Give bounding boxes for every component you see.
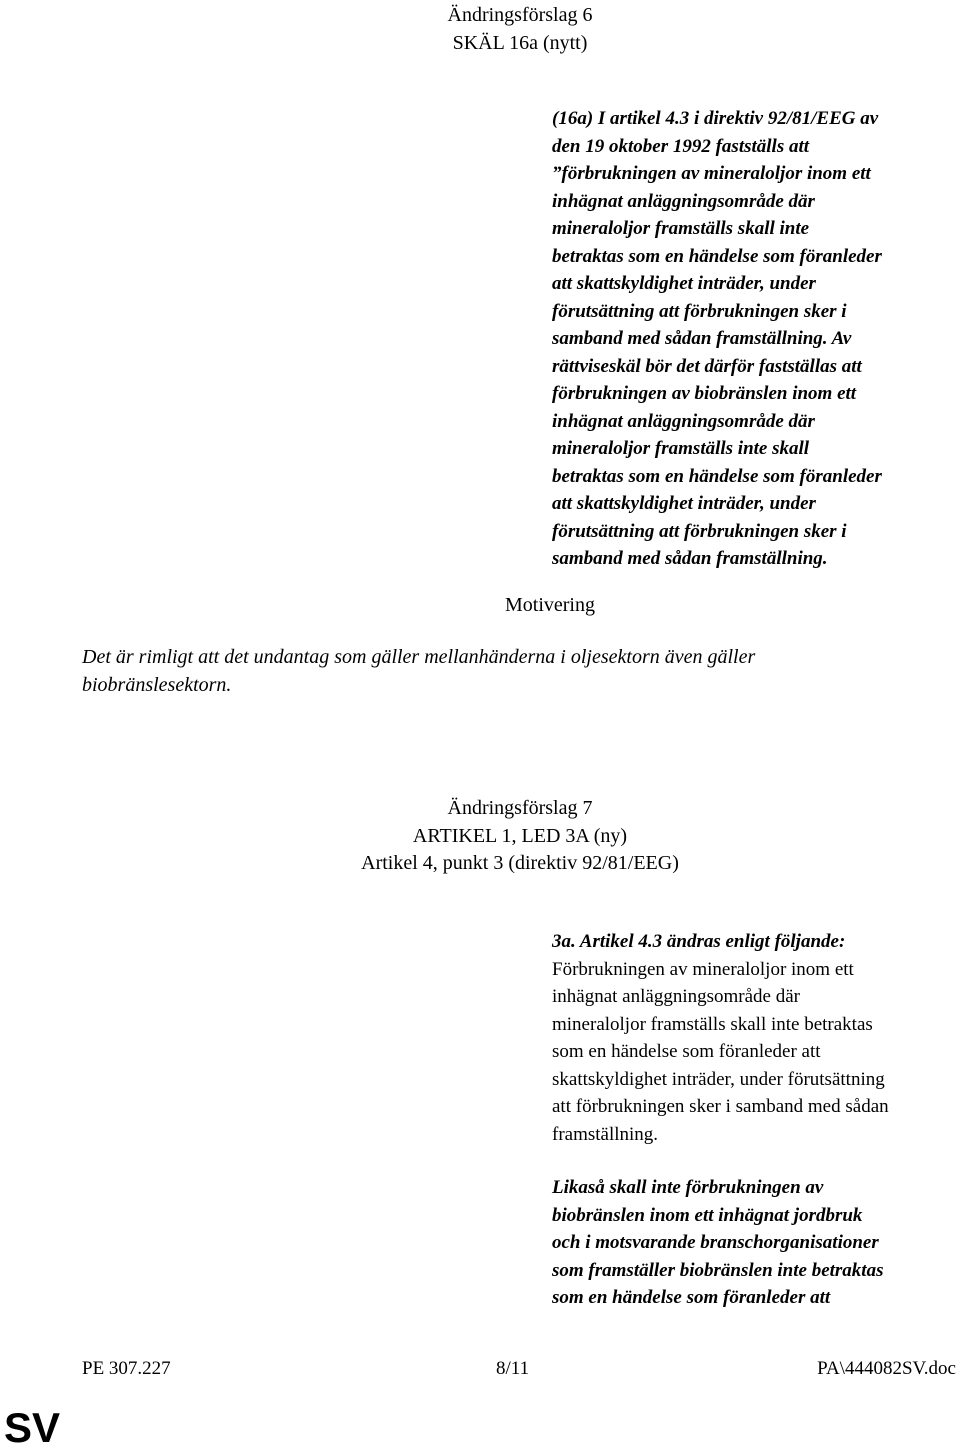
text-line: som framställer biobränslen inte betraktas (552, 1259, 884, 1281)
text-line: samband med sådan framställning. (552, 548, 828, 569)
text-line: den 19 oktober 1992 fastställs att (552, 135, 810, 157)
text-line: (16a) I artikel 4.3 i direktiv 92/81/EEG av (552, 108, 879, 129)
footer-doc-ref: PE 307.227 (82, 1358, 171, 1379)
text-line: ”förbrukningen av mineraloljor inom ett (552, 163, 871, 184)
text-line: att skattskyldighet inträder, under (552, 493, 816, 514)
text-line: att förbrukningen sker i samband med sådan (552, 1096, 889, 1117)
text-line: Förbrukningen av mineraloljor inom ett (552, 958, 854, 980)
text-line: inhägnat anläggningsområde där (552, 986, 800, 1007)
amendment-7-reference: Artikel 4, punkt 3 (direktiv 92/81/EEG) (361, 852, 679, 874)
text-line: mineraloljor framställs inte skall (552, 438, 810, 459)
text-line: biobränslesektorn. (82, 673, 232, 696)
amendment-7-heading-block (300, 795, 740, 878)
motivering-heading: Motivering (505, 594, 595, 616)
text-line: framställning. (552, 1123, 659, 1145)
amendment-6-subheading: SKÄL 16a (nytt) (452, 31, 588, 54)
text-line: mineraloljor framställs skall inte (552, 218, 810, 239)
amendment-7-heading: Ändringsförslag 7 (447, 797, 593, 819)
text-line: och i motsvarande branschorganisationer (552, 1232, 879, 1253)
text-line: som en händelse som föranleder att (552, 1041, 821, 1062)
text-line: betraktas som en händelse som föranleder (552, 465, 882, 487)
amendment-7-intro: 3a. Artikel 4.3 ändras enligt följande: (552, 931, 846, 952)
amendment-6-heading-block (330, 2, 710, 57)
text-line: samband med sådan framställning. Av (552, 328, 852, 349)
text-line: Det är rimligt att det undantag som gäller mellanhänderna i oljesektorn även gäller (82, 646, 756, 668)
text-line: förutsättning att förbrukningen sker i (552, 520, 847, 542)
text-line: Likaså skall inte förbrukningen av (552, 1177, 824, 1198)
text-line: inhägnat anläggningsområde där (552, 190, 815, 212)
footer-file-name: PA\444082SV.doc (817, 1358, 956, 1379)
amendment-7-new-text (552, 1174, 957, 1312)
text-line: mineraloljor framställs skall inte betraktas (552, 1013, 873, 1035)
text-line: att skattskyldighet inträder, under (552, 273, 816, 294)
text-line: förbrukningen av biobränslen inom ett (552, 383, 857, 404)
footer-page-number: 8/11 (496, 1358, 530, 1379)
text-line: inhägnat anläggningsområde där (552, 410, 815, 432)
amendment-7-article: ARTIKEL 1, LED 3A (ny) (412, 824, 628, 847)
text-line: som en händelse som föranleder att (552, 1287, 831, 1308)
text-line: betraktas som en händelse som föranleder (552, 245, 882, 267)
text-line: skattskyldighet inträder, under förutsättning (552, 1068, 885, 1090)
text-line: biobränslen inom ett inhägnat jordbruk (552, 1204, 863, 1226)
motivering-text (82, 644, 942, 699)
amendment-6-text (552, 105, 957, 573)
amendment-7-text (552, 928, 957, 1148)
text-line: rättviseskäl bör det därför fastställas att (552, 355, 862, 377)
text-line: förutsättning att förbrukningen sker i (552, 300, 847, 322)
amendment-6-heading: Ändringsförslag 6 (447, 4, 593, 26)
language-label: SV (4, 1404, 61, 1451)
